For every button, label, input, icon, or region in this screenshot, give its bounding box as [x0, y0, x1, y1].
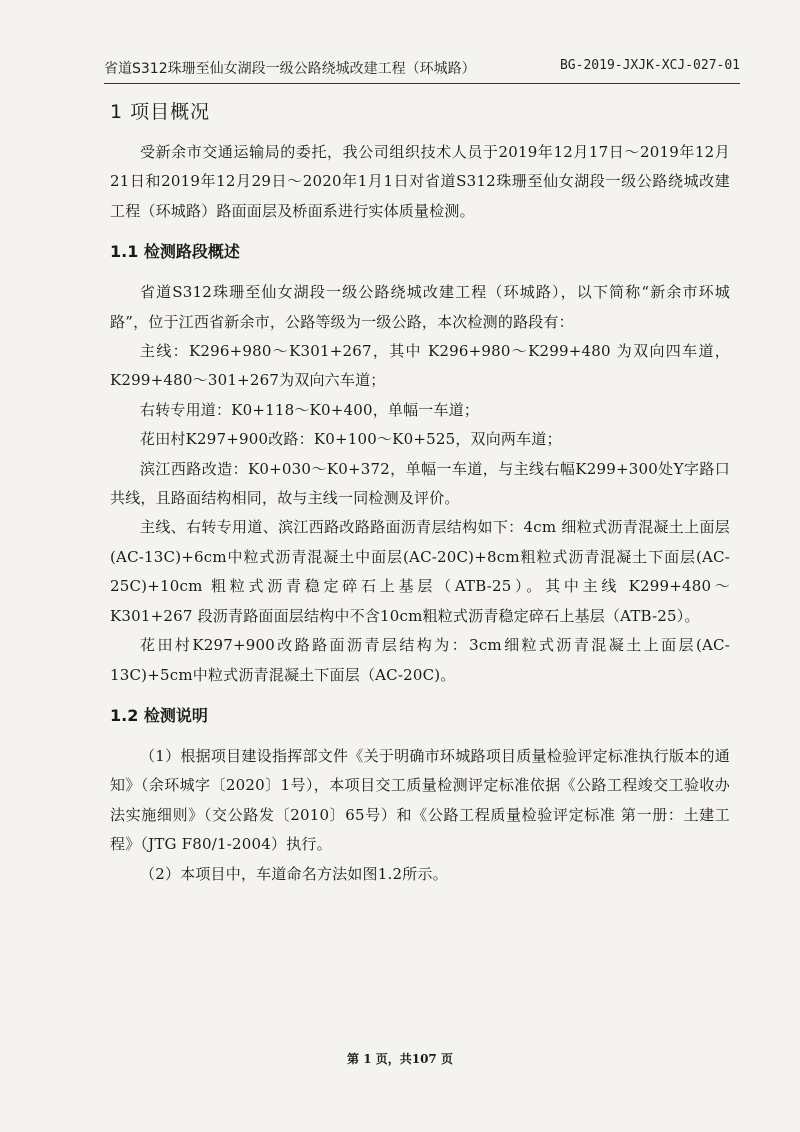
paragraph: 右转专用道：K0+118～K0+400，单幅一车道； — [140, 400, 480, 419]
page-number: 第 1 页，共107 页 — [347, 1052, 453, 1066]
section-1-2-title: 1.2 检测说明 — [110, 705, 208, 725]
paragraph: 省道S312珠珊至仙女湖段一级公路绕城改建工程（环城路），以下简称“新余市环城路”，位于江西省新余市，公路等级为一级公路，本次检测的路段有： — [110, 283, 730, 331]
header-project-title: 省道S312珠珊至仙女湖段一级公路绕城改建工程（环城路） — [104, 61, 476, 77]
document-body — [110, 92, 730, 889]
paragraph: （1）根据项目建设指挥部文件《关于明确市环城路项目质量检验评定标准执行版本的通知》（余环城字〔2020〕1号），本项目交工质量检测评定标准依据《公路工程竣交工验收办法实施细则》（交公路发〔2010〕65号）和《公路工程质量检验评定标准 第一册：土建工程》（JTG F80/1-2004）执行。 — [110, 746, 730, 854]
paragraph: 滨江西路改造：K0+030～K0+372，单幅一车道，与主线右幅K299+300处Y字路口共线，且路面结构相同，故与主线一同检测及评价。 — [110, 459, 730, 508]
section-1-title: 1 项目概况 — [110, 101, 211, 123]
section-1-1-title: 1.1 检测路段概述 — [110, 242, 240, 262]
header-report-number: BG-2019-JXJK-XCJ-027-01 — [559, 58, 740, 73]
paragraph: （2）本项目中，车道命名方法如图1.2所示。 — [140, 864, 448, 883]
paragraph: 花田村K297+900改路：K0+100～K0+525，双向两车道； — [140, 430, 562, 449]
header-divider — [104, 83, 740, 84]
page-header — [104, 58, 740, 80]
paragraph: 主线、右转专用道、滨江西路改路路面沥青层结构如下：4cm 细粒式沥青混凝土上面层(AC-13C)+6cm中粒式沥青混凝土中面层(AC-20C)+8cm粗粒式沥青混凝土下面层(AC-25C)+10cm 粗粒式沥青稳定碎石上基层（ATB-25）。其中主线 K299+480～K301+267 段沥青路面面层结构中不含10cm粗粒式沥青稳定碎石上基层（ATB-25）。 — [110, 518, 730, 625]
paragraph: 花田村K297+900改路路面沥青层结构为：3cm细粒式沥青混凝土上面层(AC-13C)+5cm中粒式沥青混凝土下面层（AC-20C)。 — [110, 636, 730, 684]
section-1-intro: 受新余市交通运输局的委托，我公司组织技术人员于2019年12月17日～2019年12月21日和2019年12月29日～2020年1月1日对省道S312珠珊至仙女湖段一级公路绕城改建工程（环城路）路面面层及桥面系进行实体质量检测。 — [110, 143, 730, 220]
paragraph: 主线：K296+980～K301+267，其中 K296+980～K299+480 为双向四车道，K299+480～301+267为双向六车道； — [110, 342, 730, 390]
